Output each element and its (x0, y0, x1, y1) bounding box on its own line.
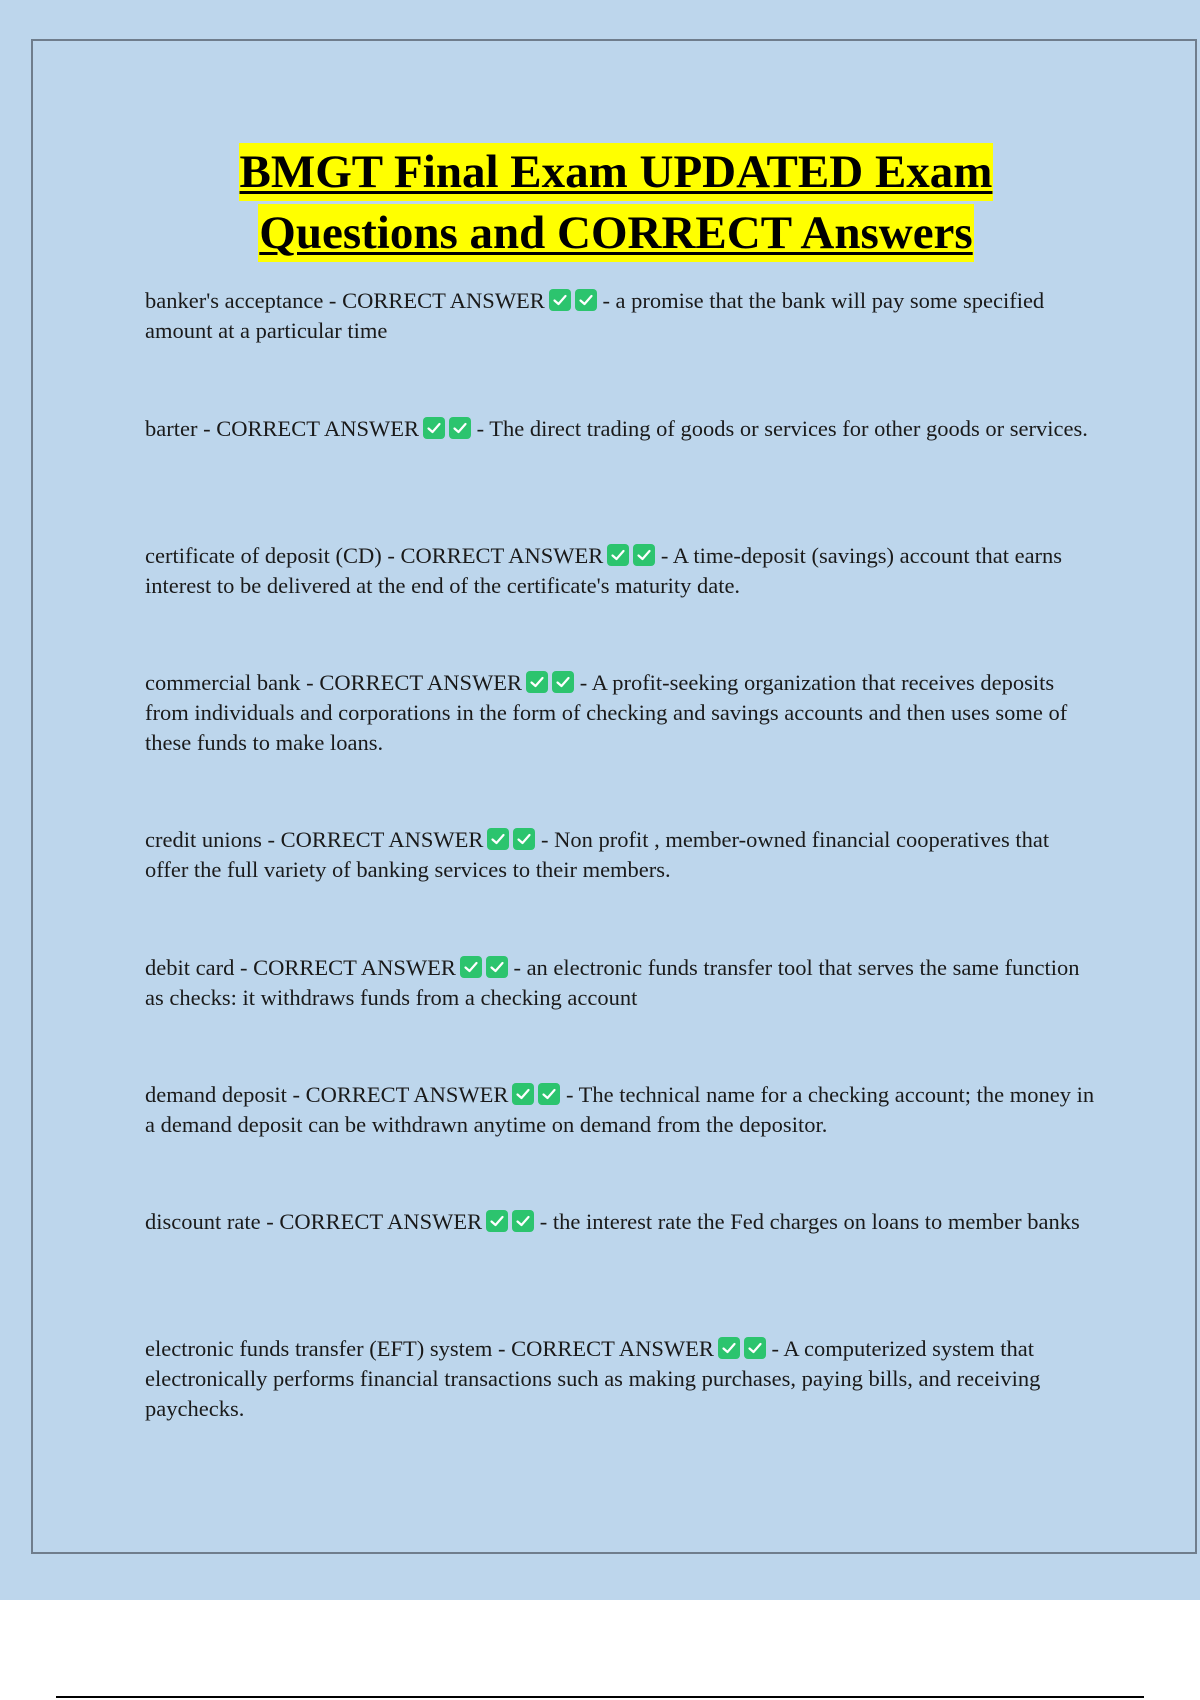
glossary-entry (145, 1207, 1095, 1237)
entry-definition: - A time-deposit (savings) account that earns interest to be delivered at the end of the certificate's maturity date. (145, 543, 1063, 598)
answer-marker: CORRECT ANSWER (279, 1209, 483, 1234)
check-icon (512, 1083, 534, 1105)
check-icon (486, 956, 508, 978)
answer-marker: CORRECT ANSWER (511, 1336, 714, 1361)
check-icon (633, 544, 655, 566)
glossary-entry (145, 286, 1095, 346)
glossary-entry (145, 825, 1095, 885)
entry-term: commercial bank - (145, 670, 320, 695)
answer-marker: CORRECT ANSWER (253, 955, 456, 980)
check-icon (486, 1210, 508, 1232)
entry-term: electronic funds transfer (EFT) system - (145, 1336, 512, 1361)
check-icon (423, 417, 445, 439)
glossary-entry (145, 414, 1095, 444)
check-icon (552, 671, 574, 693)
check-icon (575, 289, 597, 311)
entry-definition: - A profit-seeking organization that receives deposits from individuals and corporations in the form of checking and savings accounts and then uses some of these funds to make loans. (145, 670, 1068, 755)
check-icon (512, 1210, 534, 1232)
entry-definition: - an electronic funds transfer tool that serves the same function as checks: it withdraws funds from a checking account (145, 955, 1080, 1010)
check-icon (526, 671, 548, 693)
glossary-entry (145, 541, 1095, 601)
check-icon (513, 828, 535, 850)
check-icon (718, 1337, 740, 1359)
answer-marker: CORRECT ANSWER (342, 288, 545, 313)
check-icon (607, 544, 629, 566)
title-line-2: Questions and CORRECT Answers (258, 204, 973, 262)
glossary-entry (145, 1334, 1095, 1424)
entry-term: demand deposit - (145, 1082, 306, 1107)
entry-term: discount rate - (145, 1209, 280, 1234)
check-icon (744, 1337, 766, 1359)
page-title (0, 143, 1200, 265)
entry-definition: - Non profit , member-owned financial cooperatives that offer the full variety of banking services to their members. (145, 827, 1050, 882)
glossary-entry (145, 1080, 1095, 1140)
entry-term: certificate of deposit (CD) - (145, 543, 401, 568)
entry-definition: - a promise that the bank will pay some specified amount at a particular time (145, 288, 1045, 343)
entry-term: barter - (145, 416, 217, 441)
answer-marker: CORRECT ANSWER (319, 670, 523, 695)
glossary-entry (145, 953, 1095, 1013)
check-icon (460, 956, 482, 978)
glossary-entry (145, 668, 1095, 758)
entry-term: debit card - (145, 955, 254, 980)
answer-marker: CORRECT ANSWER (400, 543, 604, 568)
title-line-1: BMGT Final Exam UPDATED Exam (239, 143, 994, 201)
entry-definition: - The technical name for a checking account; the money in a demand deposit can be withdrawn anytime on demand from the depositor. (145, 1082, 1095, 1137)
entry-term: credit unions - (145, 827, 281, 852)
check-icon (449, 417, 471, 439)
entry-definition: - The direct trading of goods or services for other goods or services. (476, 416, 1088, 441)
entry-term: banker's acceptance - (145, 288, 343, 313)
answer-marker: CORRECT ANSWER (216, 416, 419, 441)
entry-definition: - A computerized system that electronically performs financial transactions such as making purchases, paying bills, and receiving paychecks. (145, 1336, 1041, 1421)
check-icon (538, 1083, 560, 1105)
entry-definition: - the interest rate the Fed charges on loans to member banks (539, 1209, 1080, 1234)
answer-marker: CORRECT ANSWER (280, 827, 484, 852)
footer-rule (56, 1696, 1144, 1698)
page-frame (31, 39, 1197, 1554)
check-icon (549, 289, 571, 311)
check-icon (487, 828, 509, 850)
answer-marker: CORRECT ANSWER (305, 1082, 509, 1107)
